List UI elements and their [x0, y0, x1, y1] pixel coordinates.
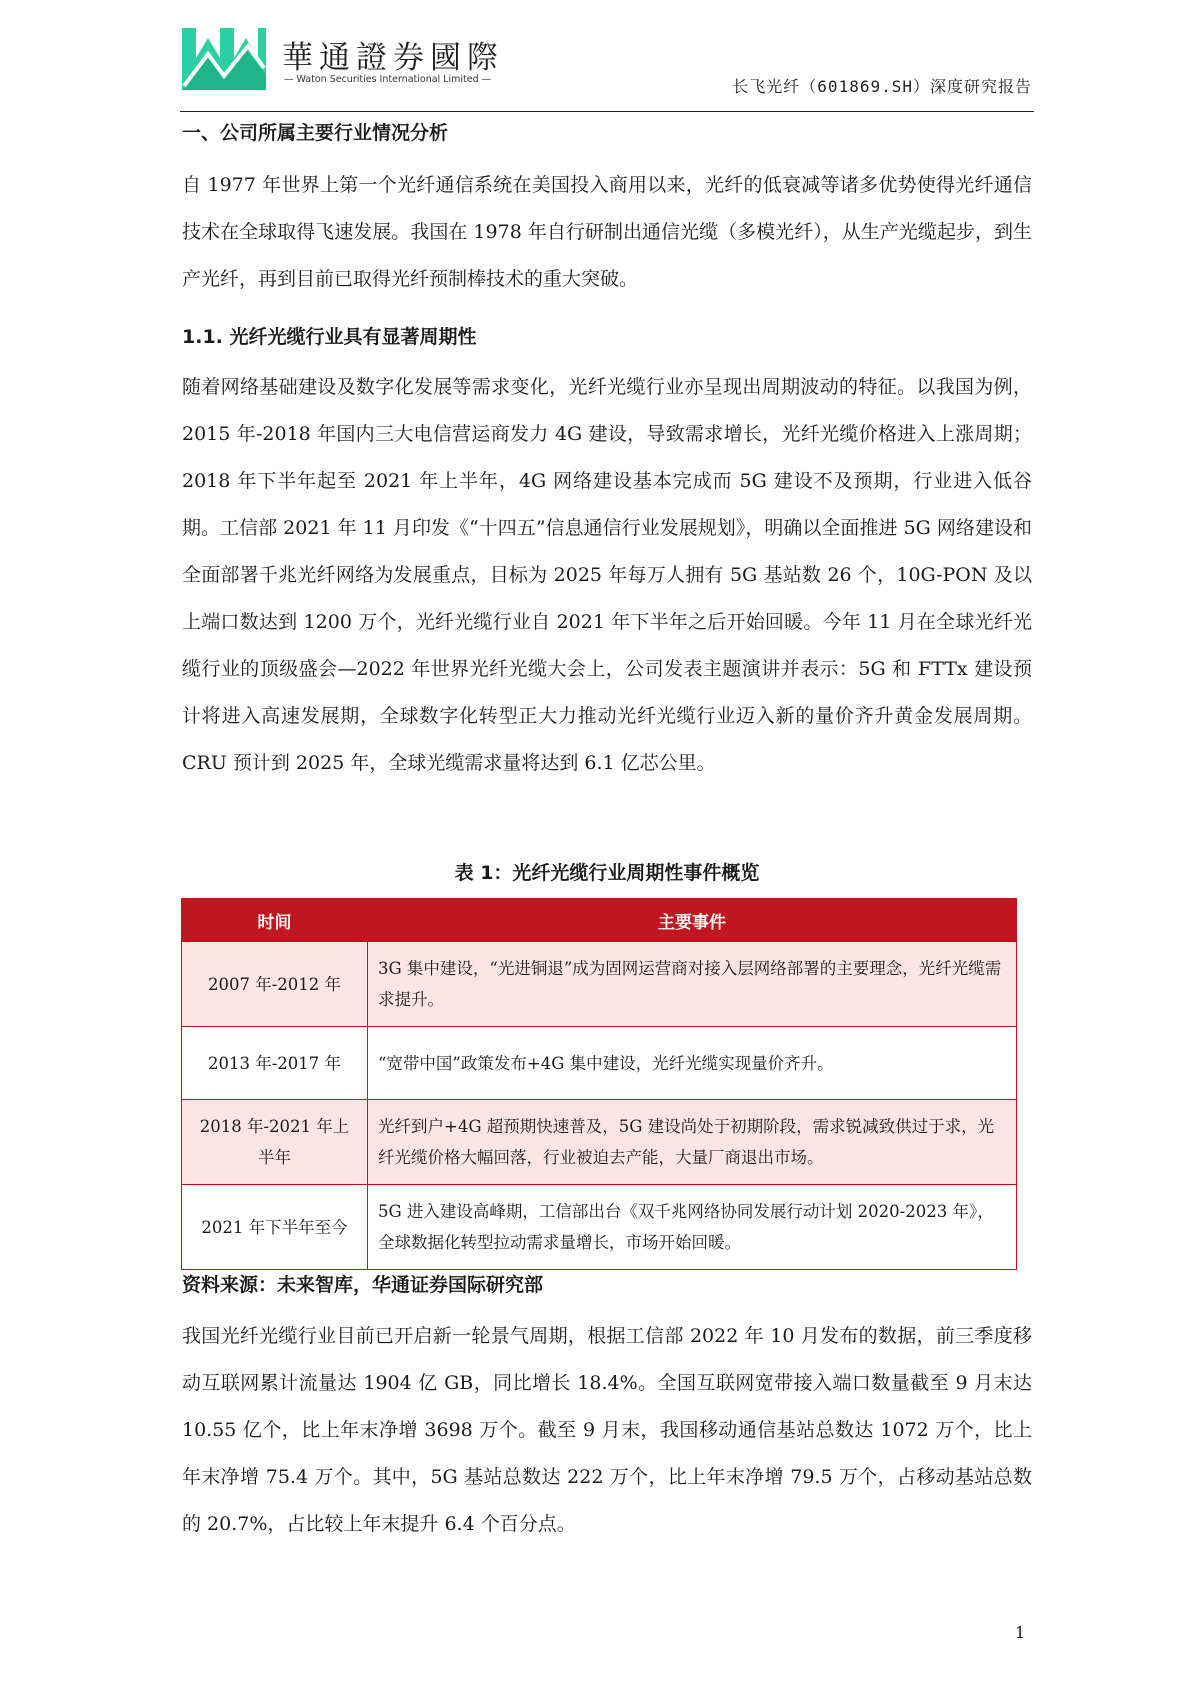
row-time: 2007 年-2012 年	[182, 942, 368, 1027]
row-time: 2013 年-2017 年	[182, 1027, 368, 1100]
table-row	[182, 1027, 1017, 1100]
logo-chinese-name: 華通證券國際	[282, 40, 504, 76]
subsection-heading: 1.1. 光纤光缆行业具有显著周期性	[182, 326, 477, 348]
row-time: 2021 年下半年至今	[182, 1185, 368, 1270]
row-event: 5G 进入建设高峰期，工信部出台《双千兆网络协同发展行动计划 2020-2023 年》，全球数据化转型拉动需求量增长，市场开始回暖。	[368, 1185, 1017, 1270]
section-heading: 一、公司所属主要行业情况分析	[182, 122, 449, 144]
events-table	[181, 898, 1017, 1270]
table-caption: 表 1：光纤光缆行业周期性事件概览	[454, 862, 760, 884]
row-time: 2018 年-2021 年上半年	[182, 1100, 368, 1185]
page-number: 1	[1015, 1623, 1026, 1642]
industry-data-paragraph: 我国光纤光缆行业目前已开启新一轮景气周期，根据工信部 2022 年 10 月发布的数据，前三季度移动互联网累计流量达 1904 亿 GB，同比增长 18.4%。全国互联网宽带接入端口数量截至 9 月末达 10.55 亿个，比上年末净增 3698 万个。截至 9 月末，我国移动通信基站总数达 1072 万个，比上年末净增 75.4 万个。其中，5G 基站总数达 222 万个，比上年末净增 79.5 万个，占移动基站总数的 20.7%，占比较上年末提升 6.4 个百分点。	[182, 1325, 1032, 1535]
table-source: 资料来源：未来智库，华通证券国际研究部	[182, 1274, 544, 1296]
table-row	[182, 942, 1017, 1027]
header-event: 主要事件	[368, 899, 1017, 942]
logo-english-name: — Waton Securities International Limited —	[284, 74, 492, 85]
table-row	[182, 1185, 1017, 1270]
page-header	[182, 26, 1032, 112]
row-event: 光纤到户+4G 超预期快速普及，5G 建设尚处于初期阶段，需求锐减致供过于求，光纤光缆价格大幅回落，行业被迫去产能，大量厂商退出市场。	[368, 1100, 1017, 1185]
cycle-paragraph: 随着网络基础建设及数字化发展等需求变化，光纤光缆行业亦呈现出周期波动的特征。以我国为例，2015 年-2018 年国内三大电信营运商发力 4G 建设，导致需求增长，光纤光缆价格进入上涨周期；2018 年下半年起至 2021 年上半年，4G 网络建设基本完成而 5G 建设不及预期，行业进入低谷期。工信部 2021 年 11 月印发《“十四五”信息通信行业发展规划》，明确以全面推进 5G 网络建设和全面部署千兆光纤网络为发展重点，目标为 2025 年每万人拥有 5G 基站数 26 个，10G-PON 及以上端口数达到 1200 万个，光纤光缆行业自 2021 年下半年之后开始回暖。今年 11 月在全球光纤光缆行业的顶级盛会—2022 年世界光纤光缆大会上，公司发表主题演讲并表示：5G 和 FTTx 建设预计将进入高速发展期，全球数字化转型正大力推动光纤光缆行业迈入新的量价齐升黄金发展周期。CRU 预计到 2025 年，全球光缆需求量将达到 6.1 亿芯公里。	[182, 376, 1032, 774]
row-event: “宽带中国”政策发布+4G 集中建设，光纤光缆实现量价齐升。	[368, 1027, 1017, 1100]
intro-paragraph: 自 1977 年世界上第一个光纤通信系统在美国投入商用以来，光纤的低衰减等诸多优势使得光纤通信技术在全球取得飞速发展。我国在 1978 年自行研制出通信光缆（多模光纤），从生产光缆起步，到生产光纤，再到目前已取得光纤预制棒技术的重大突破。	[182, 174, 1032, 290]
report-title: 长飞光纤（601869.SH）深度研究报告	[732, 77, 1032, 96]
header-time: 时间	[182, 899, 368, 942]
table-row	[182, 1100, 1017, 1185]
table-header-row	[182, 899, 1017, 942]
header-divider	[180, 111, 1034, 112]
row-event: 3G 集中建设，“光进铜退”成为固网运营商对接入层网络部署的主要理念，光纤光缆需求提升。	[368, 942, 1017, 1027]
waton-logo-icon	[182, 28, 266, 90]
